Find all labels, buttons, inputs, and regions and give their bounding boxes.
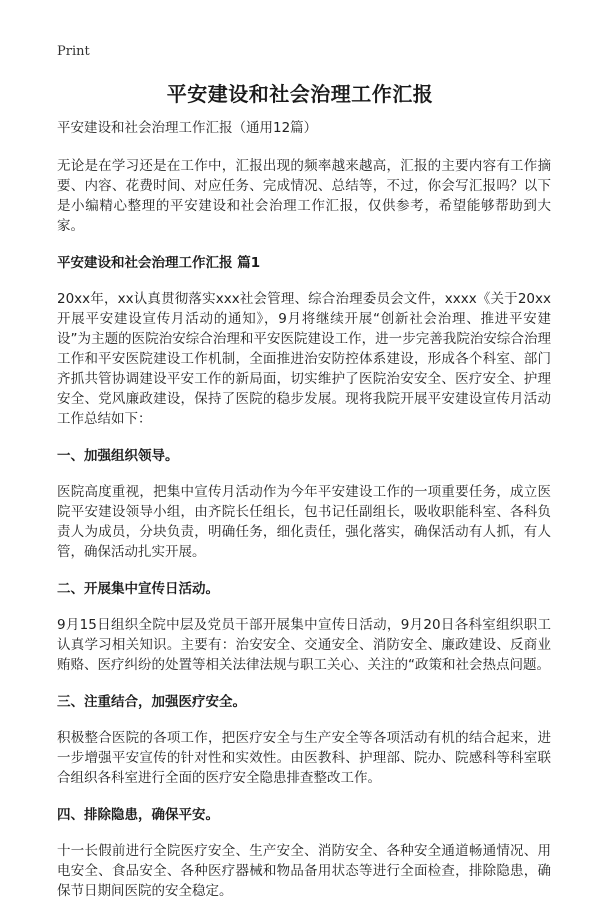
item-body-2: 9月15日组织全院中层及党员干部开展集中宣传日活动，9月20日各科室组织职工认真学习相关知识。主要有：治安安全、交通安全、消防安全、廉政建设、反商业贿赂、医疗纠纷的处置等相关法律法规与职工关心、关注的“政策和社会热点问题。 xyxy=(57,617,551,673)
section-title: 平安建设和社会治理工作汇报 篇1 xyxy=(57,255,261,271)
section-intro-paragraph: 20xx年，xx认真贯彻落实xxx社会管理、综合治理委员会文件，xxxx《关于20xx开展平安建设宣传月活动的通知》，9月将继续开展“创新社会治理、推进平安建设”为主题的医院治安综合治理和平安医院建设工作，进一步完善我院治安综合治理工作和平安医院建设工作机制，全面推进治安防控体系建设，形成各个科室、部门齐抓共管协调建设平安工作的新局面，切实维护了医院治安安全、医疗安全、护理安全、党风廉政建设，保持了医院的稳步发展。现将我院开展平安建设宣传月活动工作总结如下： xyxy=(57,291,551,427)
document-title: 平安建设和社会治理工作汇报 xyxy=(166,82,434,106)
document-subtitle: 平安建设和社会治理工作汇报（通用12篇） xyxy=(57,120,318,136)
item-heading-1: 一、加强组织领导。 xyxy=(57,448,179,464)
item-heading-4: 四、排除隐患，确保平安。 xyxy=(57,807,219,823)
intro-paragraph: 无论是在学习还是在工作中，汇报出现的频率越来越高，汇报的主要内容有工作摘要、内容、花费时间、对应任务、完成情况、总结等，不过，你会写汇报吗？以下是小编精心整理的平安建设和社会治理工作汇报，仅供参考，希望能够帮助到大家。 xyxy=(57,158,551,234)
item-body-3: 积极整合医院的各项工作，把医疗安全与生产安全等各项活动有机的结合起来，进一步增强平安宣传的针对性和实效性。由医教科、护理部、院办、院感科等科室联合组织各科室进行全面的医疗安全隐患排查整改工作。 xyxy=(57,730,551,786)
print-link[interactable]: Print xyxy=(57,44,90,59)
item-heading-3: 三、注重结合，加强医疗安全。 xyxy=(57,694,246,710)
item-heading-2: 二、开展集中宣传日活动。 xyxy=(57,581,219,597)
document-body xyxy=(57,118,551,918)
item-body-4: 十一长假前进行全院医疗安全、生产安全、消防安全、各种安全通道畅通情况、用电安全、食品安全、各种医疗器械和物品备用状态等进行全面检查，排除隐患，确保节日期间医院的安全稳定。 xyxy=(57,843,551,899)
item-body-1: 医院高度重视，把集中宣传月活动作为今年平安建设工作的一项重要任务，成立医院平安建设领导小组，由齐院长任组长，包书记任副组长，吸收职能科室、各科负责人为成员，分块负责，明确任务，细化责任，强化落实，确保活动有人抓，有人管，确保活动扎实开展。 xyxy=(57,484,551,560)
